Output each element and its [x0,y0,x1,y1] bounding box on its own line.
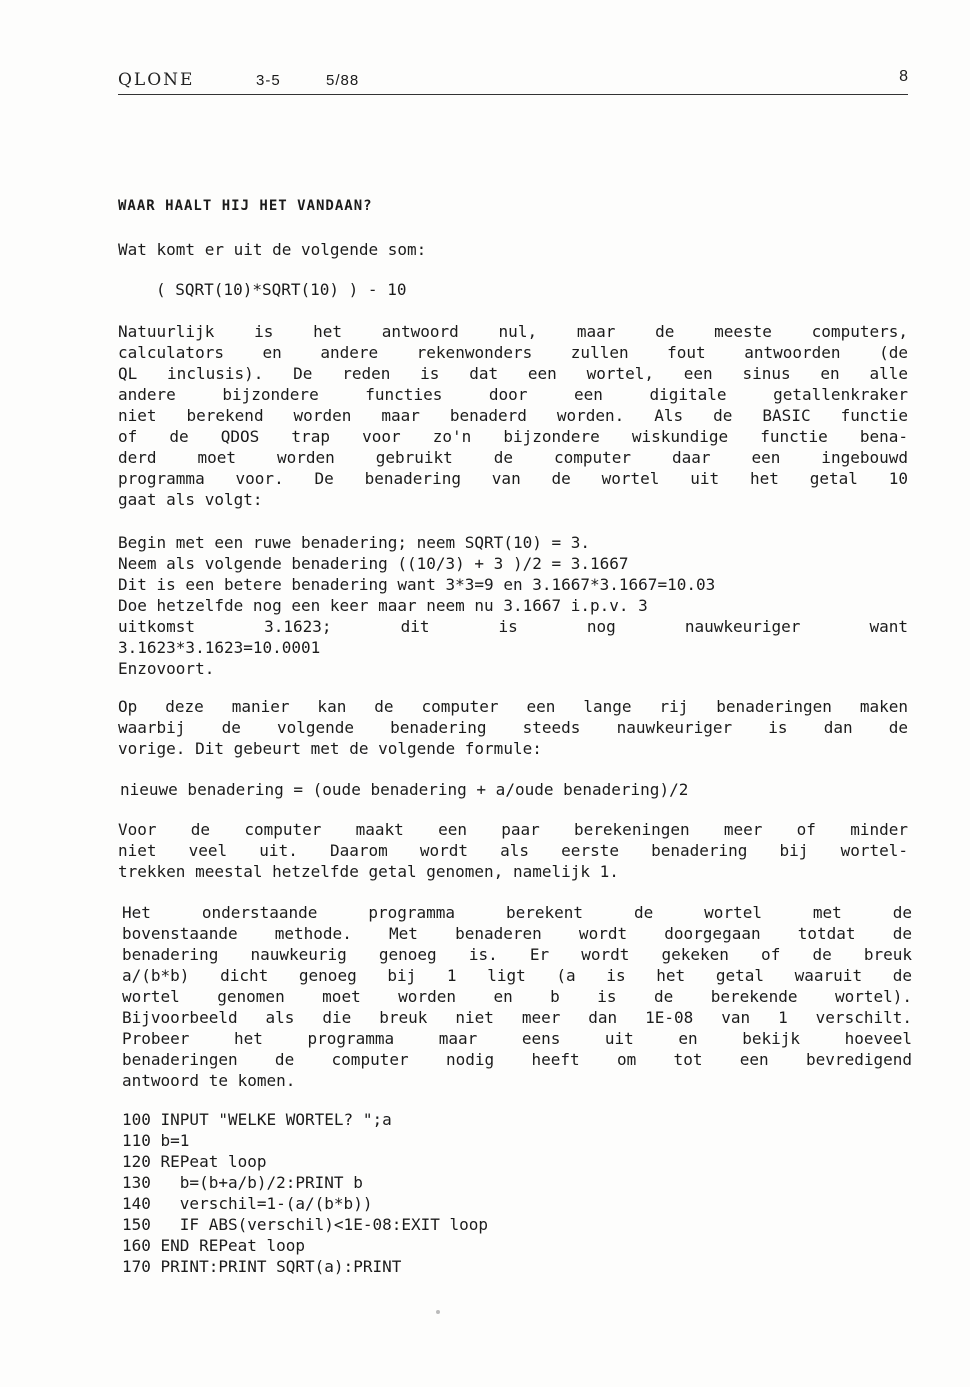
p2-line: Neem als volgende benadering ((10/3) + 3 )/2 = 3.1667 [118,554,629,573]
p5-line: a/(b*b) dicht genoeg bij 1 ligt (a is het getal waaruit de [122,966,912,985]
p1-line: andere bijzondere functies door een digitale getallenkraker [118,385,908,404]
p1-line: gaat als volgt: [118,490,263,509]
p1-line: of de QDOS trap voor zo'n bijzondere wiskundige functie bena- [118,427,908,446]
issue-number: 3-5 [256,72,281,89]
code-line: 140 verschil=1-(a/(b*b)) [122,1194,373,1213]
p5-line: wortel genomen moet worden en b is de berekende wortel). [122,987,912,1006]
page-number: 8 [899,68,908,85]
p4-line: trekken meestal hetzelfde getal genomen, namelijk 1. [118,862,619,881]
p2-line: uitkomst 3.1623; dit is nog nauwkeuriger want [118,617,908,636]
p2-line: Enzovoort. [118,659,215,678]
p5-line: Het onderstaande programma berekent de wortel met de [122,903,912,922]
p5-line: bovenstaande methode. Met benaderen wordt doorgegaan totdat de [122,924,912,943]
code-line: 150 IF ABS(verschil)<1E-08:EXIT loop [122,1215,489,1234]
p1-line: QL inclusis). De reden is dat een wortel, een sinus en alle [118,364,908,383]
p5-line: benadering nauwkeurig genoeg is. Er wordt gekeken of de breuk [122,945,912,964]
page-header [118,68,908,95]
p1-line: Natuurlijk is het antwoord nul, maar de meeste computers, [118,322,908,341]
code-line: 100 INPUT "WELKE WORTEL? ";a [122,1110,392,1129]
issue-date: 5/88 [326,72,360,89]
article-heading: WAAR HAALT HIJ HET VANDAAN? [118,198,373,214]
p2-line: Doe hetzelfde nog een keer maar neem nu 3.1667 i.p.v. 3 [118,596,648,615]
p1-line: derd moet worden gebruikt de computer daar een ingebouwd [118,448,908,467]
p2-line: Dit is een betere benadering want 3*3=9 en 3.1667*3.1667=10.03 [118,575,716,594]
code-line: 110 b=1 [122,1131,190,1150]
p4-line: Voor de computer maakt een paar berekeningen meer of minder [118,820,908,839]
formula-1: ( SQRT(10)*SQRT(10) ) - 10 [156,280,407,299]
p5-line: benaderingen de computer nodig heeft om tot een bevredigend [122,1050,912,1069]
magazine-title: QLONE [118,70,195,90]
p5-line: antwoord te komen. [122,1071,296,1090]
p4-line: niet veel uit. Daarom wordt als eerste benadering bij wortel- [118,841,908,860]
p2-line: Begin met een ruwe benadering; neem SQRT(10) = 3. [118,533,591,552]
intro-text: Wat komt er uit de volgende som: [118,240,427,259]
code-line: 160 END REPeat loop [122,1236,306,1255]
p5-line: Bijvoorbeeld als die breuk niet meer dan 1E-08 van 1 verschilt. [122,1008,912,1027]
code-line: 130 b=(b+a/b)/2:PRINT b [122,1173,363,1192]
paper-speck [436,1310,440,1314]
p3-line: Op deze manier kan de computer een lange rij benaderingen maken [118,697,908,716]
p1-line: programma voor. De benadering van de wortel uit het getal 10 [118,469,908,488]
p1-line: niet berekend worden maar benaderd worden. Als de BASIC functie [118,406,908,425]
code-line: 120 REPeat loop [122,1152,267,1171]
formula-2: nieuwe benadering = (oude benadering + a/oude benadering)/2 [120,780,689,799]
p5-line: Probeer het programma maar eens uit en bekijk hoeveel [122,1029,912,1048]
p1-line: calculators en andere rekenwonders zullen fout antwoorden (de [118,343,908,362]
code-line: 170 PRINT:PRINT SQRT(a):PRINT [122,1257,402,1276]
p3-line: vorige. Dit gebeurt met de volgende formule: [118,739,542,758]
p2-line: 3.1623*3.1623=10.0001 [118,638,321,657]
p3-line: waarbij de volgende benadering steeds nauwkeuriger is dan de [118,718,908,737]
